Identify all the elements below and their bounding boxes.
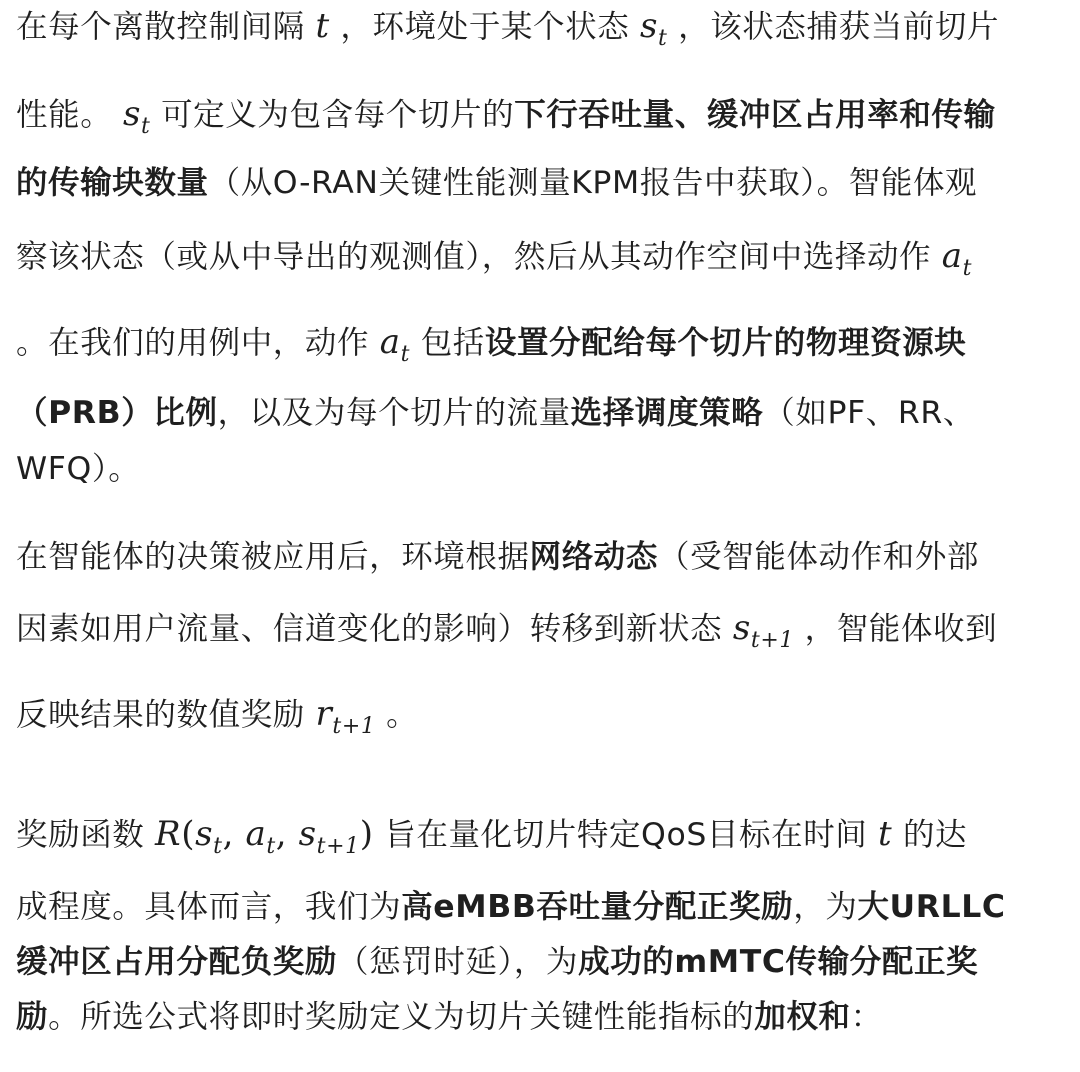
text: 旨在量化切片特定QoS目标在时间	[384, 817, 868, 853]
text: 奖励函数	[16, 817, 145, 853]
text: 。所选公式将即时奖励定义为切片关键性能指标的	[48, 999, 755, 1035]
text: 。	[386, 697, 419, 733]
bold-text: 选择调度策略	[570, 395, 764, 431]
p1-line-1	[16, 6, 1072, 51]
text: 因素如用户流量、信道变化的影响）转移到新状态	[16, 611, 723, 647]
bold-text: 下行吞吐量、缓冲区占用率和传输	[514, 97, 996, 133]
p2-line-3	[16, 694, 1072, 739]
text: WFQ）。	[16, 451, 141, 487]
text: （从O-RAN关键性能测量KPM报告中获取）。智能体观	[208, 165, 978, 201]
text: ，智能体收到	[804, 611, 998, 647]
math-s-t1: $s_{t+1}$	[732, 608, 794, 653]
p1-line-4	[16, 236, 1072, 281]
text: 在每个离散控制间隔	[16, 9, 305, 45]
p1-line-6	[16, 393, 1072, 433]
math-a-t: $a_t$	[941, 236, 973, 281]
text: ：	[850, 999, 883, 1035]
math-s-t: $s_t$	[639, 6, 668, 51]
math-reward-function: $R(s_t$, $a_t$, $s_{t+1}$)	[155, 814, 374, 859]
text: 的达	[902, 817, 968, 853]
p2-line-2	[16, 608, 1072, 653]
p2-line-1	[16, 537, 1072, 577]
p1-line-7	[16, 449, 1072, 489]
text: ，为	[793, 889, 858, 925]
text: 可定义为包含每个切片的	[161, 97, 515, 133]
p1-line-2	[16, 94, 1072, 139]
bold-text: 大URLLC	[857, 889, 1006, 925]
bold-text: 加权和	[754, 999, 851, 1035]
bold-text: 励	[16, 999, 49, 1035]
text: 包括	[420, 325, 485, 361]
bold-text: 高eMBB吞吐量分配正奖励	[401, 889, 794, 925]
text: （受智能体动作和外部	[658, 539, 980, 575]
text: 察该状态（或从中导出的观测值），然后从其动作空间中选择动作	[16, 239, 932, 275]
text: 反映结果的数值奖励	[16, 697, 305, 733]
text: ，以及为每个切片的流量	[217, 395, 571, 431]
p1-line-3	[16, 163, 1072, 203]
p1-line-5	[16, 322, 1072, 367]
math-t: t	[878, 814, 893, 854]
text: 。在我们的用例中，动作	[16, 325, 370, 361]
bold-text: 设置分配给每个切片的物理资源块	[484, 325, 967, 361]
text: 在智能体的决策被应用后，环境根据	[16, 539, 530, 575]
bold-text: 的传输块数量	[16, 165, 209, 201]
p3-line-4	[16, 997, 1072, 1037]
bold-text: （PRB）比例	[16, 395, 218, 431]
p3-line-3	[16, 942, 1072, 982]
p3-line-1	[16, 814, 1072, 859]
text: （如PF、RR、	[763, 395, 975, 431]
text: 性能。	[16, 97, 113, 133]
bold-text: 网络动态	[529, 539, 659, 575]
p3-line-2	[16, 887, 1072, 927]
text: ，环境处于某个状态	[340, 9, 630, 45]
math-a-t: $a_t$	[379, 322, 411, 367]
text: 成程度。具体而言，我们为	[16, 889, 402, 925]
math-r-t1: $r_{t+1}$	[315, 694, 376, 739]
bold-text: 缓冲区占用分配负奖励	[16, 944, 338, 980]
text: （惩罚时延），为	[337, 944, 579, 980]
math-s-t: $s_t$	[122, 94, 151, 139]
math-t: t	[315, 6, 330, 46]
bold-text: 成功的mMTC传输分配正奖	[578, 944, 979, 980]
text: ，该状态捕获当前切片	[678, 9, 1000, 45]
